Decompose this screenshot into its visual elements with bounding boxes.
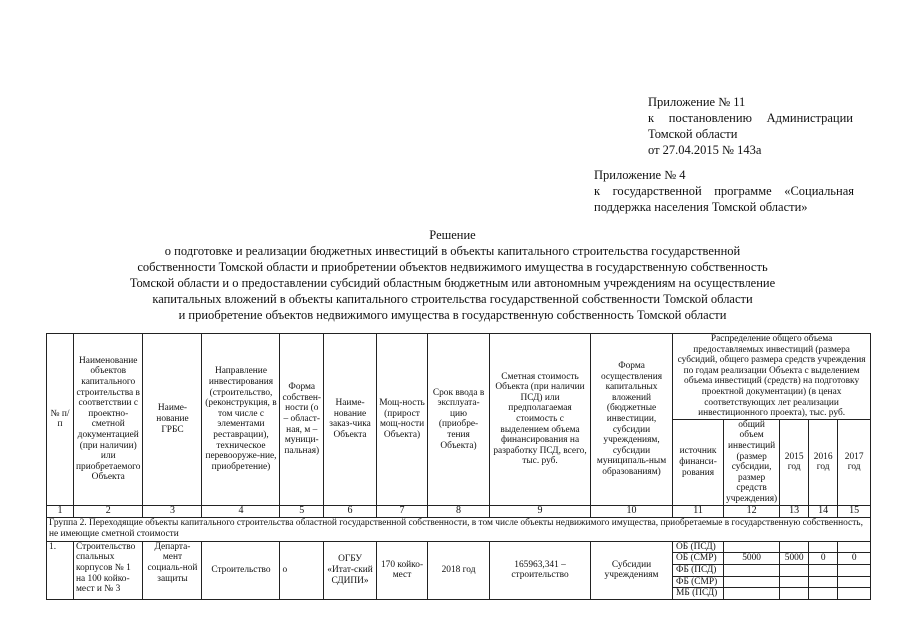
row-capacity: 170 койко-мест (377, 541, 428, 599)
appendix-4-header (594, 167, 854, 215)
column-number: 10 (591, 505, 673, 517)
source-2017 (838, 588, 871, 600)
appendix-11-date: от 27.04.2015 № 143а (648, 143, 762, 157)
source-2015: 5000 (780, 553, 809, 565)
decision-line: собственности Томской области и приобретении объектов недвижимого имущества в государственную собственность (137, 260, 768, 274)
header-form: Форма осуществления капитальных вложений (бюджетные инвестиции, субсидии учреждениям, субсидии муниципаль-ным образованиям) (591, 334, 673, 506)
source-2015 (780, 576, 809, 588)
row-cost: 165963,341 – строительство (490, 541, 591, 599)
source-total (724, 576, 780, 588)
decision-line: капитальных вложений в объекты капитального строительства государственной собственности Томской области (152, 292, 753, 306)
source-2016 (809, 588, 838, 600)
source-name: ОБ (СМР) (673, 553, 724, 565)
column-number: 9 (490, 505, 591, 517)
column-number: 3 (143, 505, 202, 517)
column-number: 5 (280, 505, 324, 517)
source-name: ФБ (СМР) (673, 576, 724, 588)
source-name: МБ (ПСД) (673, 588, 724, 600)
row-form: Субсидии учреждениям (591, 541, 673, 599)
column-number: 7 (377, 505, 428, 517)
source-2016: 0 (809, 553, 838, 565)
source-total (724, 588, 780, 600)
source-total (724, 541, 780, 553)
header-grbs: Наиме-нование ГРБС (143, 334, 202, 506)
row-customer: ОГБУ «Итат-ский СДИПИ» (324, 541, 377, 599)
source-2017 (838, 576, 871, 588)
decision-line: Томской области и о предоставлении субсидий областным бюджетным или автономным учреждениям на осуществление (129, 276, 776, 290)
decision-line: и приобретение объектов недвижимого имущества в государственную собственность Томской области (178, 308, 727, 322)
group-row: Группа 2. Переходящие объекты капитального строительства областной государственной собственности, в том числе объекты недвижимого имущества, приобретаемые в государственную собственность, не имеющие сметной стоимости (47, 517, 871, 541)
column-number: 15 (838, 505, 871, 517)
column-number: 8 (428, 505, 490, 517)
decision-title: Решение (429, 228, 476, 242)
header-distribution: Распределение общего объема предоставляемых инвестиций (размера субсидий, общего размера средств учреждения по годам реализации Объекта с выделением объема инвестиций (средств) на подготовку проектной документации) (в ценах соответствующих лет реализации инвестиционного проекта), тыс. руб. (673, 334, 871, 420)
row-term: 2018 год (428, 541, 490, 599)
header-total: общий объем инвестиций (размер субсидии, размер средств учреждения) (724, 419, 780, 505)
header-capacity: Мощ-ность (прирост мощ-ности Объекта) (377, 334, 428, 506)
column-number: 11 (673, 505, 724, 517)
column-number: 6 (324, 505, 377, 517)
column-number: 12 (724, 505, 780, 517)
column-number: 4 (202, 505, 280, 517)
row-grbs: Департа-мент социаль-ной защиты (143, 541, 202, 599)
header-2017: 2017 год (838, 419, 871, 505)
source-2016 (809, 541, 838, 553)
source-name: ФБ (ПСД) (673, 564, 724, 576)
header-object-name: Наименование объектов капитального строительства в соответствии с проектно-сметной документацией (при наличии) или приобретаемого Объекта (74, 334, 143, 506)
row-object-name: Строительство спальных корпусов № 1 на 100 койко-мест и № 3 (74, 541, 143, 599)
appendix-4-title: Приложение № 4 (594, 168, 686, 182)
source-2015 (780, 588, 809, 600)
source-total (724, 564, 780, 576)
decision-heading (95, 227, 810, 323)
header-2016: 2016 год (809, 419, 838, 505)
column-number: 1 (47, 505, 74, 517)
appendix-4-program-name: поддержка населения Томской области» (594, 200, 808, 214)
source-name: ОБ (ПСД) (673, 541, 724, 553)
header-cost: Сметная стоимость Объекта (при наличии ПСД) или предполагаемая стоимость с выделением объема финансирования на разработку ПСД, всего, тыс. руб. (490, 334, 591, 506)
row-num: 1. (47, 541, 74, 599)
decision-line: о подготовке и реализации бюджетных инвестиций в объекты капитального строительства государственной (164, 244, 741, 258)
source-2017: 0 (838, 553, 871, 565)
appendix-11-header (648, 94, 853, 158)
source-2015 (780, 541, 809, 553)
header-term: Срок ввода в эксплуата-цию (приобре-тения Объекта) (428, 334, 490, 506)
source-2017 (838, 564, 871, 576)
column-number: 13 (780, 505, 809, 517)
header-ownership: Форма собствен-ности (о – област-ная, м – муници-пальная) (280, 334, 324, 506)
row-direction: Строительство (202, 541, 280, 599)
source-2016 (809, 576, 838, 588)
header-direction: Направление инвестирования (строительство, (реконструкция, в том числе с элементами реставрации), техническое перевооруже-ние, приобретение) (202, 334, 280, 506)
source-2016 (809, 564, 838, 576)
source-2015 (780, 564, 809, 576)
appendix-11-region: Томской области (648, 127, 738, 141)
column-number: 2 (74, 505, 143, 517)
appendix-11-title: Приложение № 11 (648, 95, 746, 109)
source-2017 (838, 541, 871, 553)
row-ownership: о (280, 541, 324, 599)
header-customer: Наиме-нование заказ-чика Объекта (324, 334, 377, 506)
header-num: № п/п (47, 334, 74, 506)
header-2015: 2015 год (780, 419, 809, 505)
header-source: источник финанси-рования (673, 419, 724, 505)
investment-table (46, 333, 871, 600)
appendix-4-program: к государственной программе «Социальная (594, 184, 854, 198)
appendix-11-decree: к постановлению Администрации (648, 111, 853, 125)
column-number: 14 (809, 505, 838, 517)
source-total: 5000 (724, 553, 780, 565)
